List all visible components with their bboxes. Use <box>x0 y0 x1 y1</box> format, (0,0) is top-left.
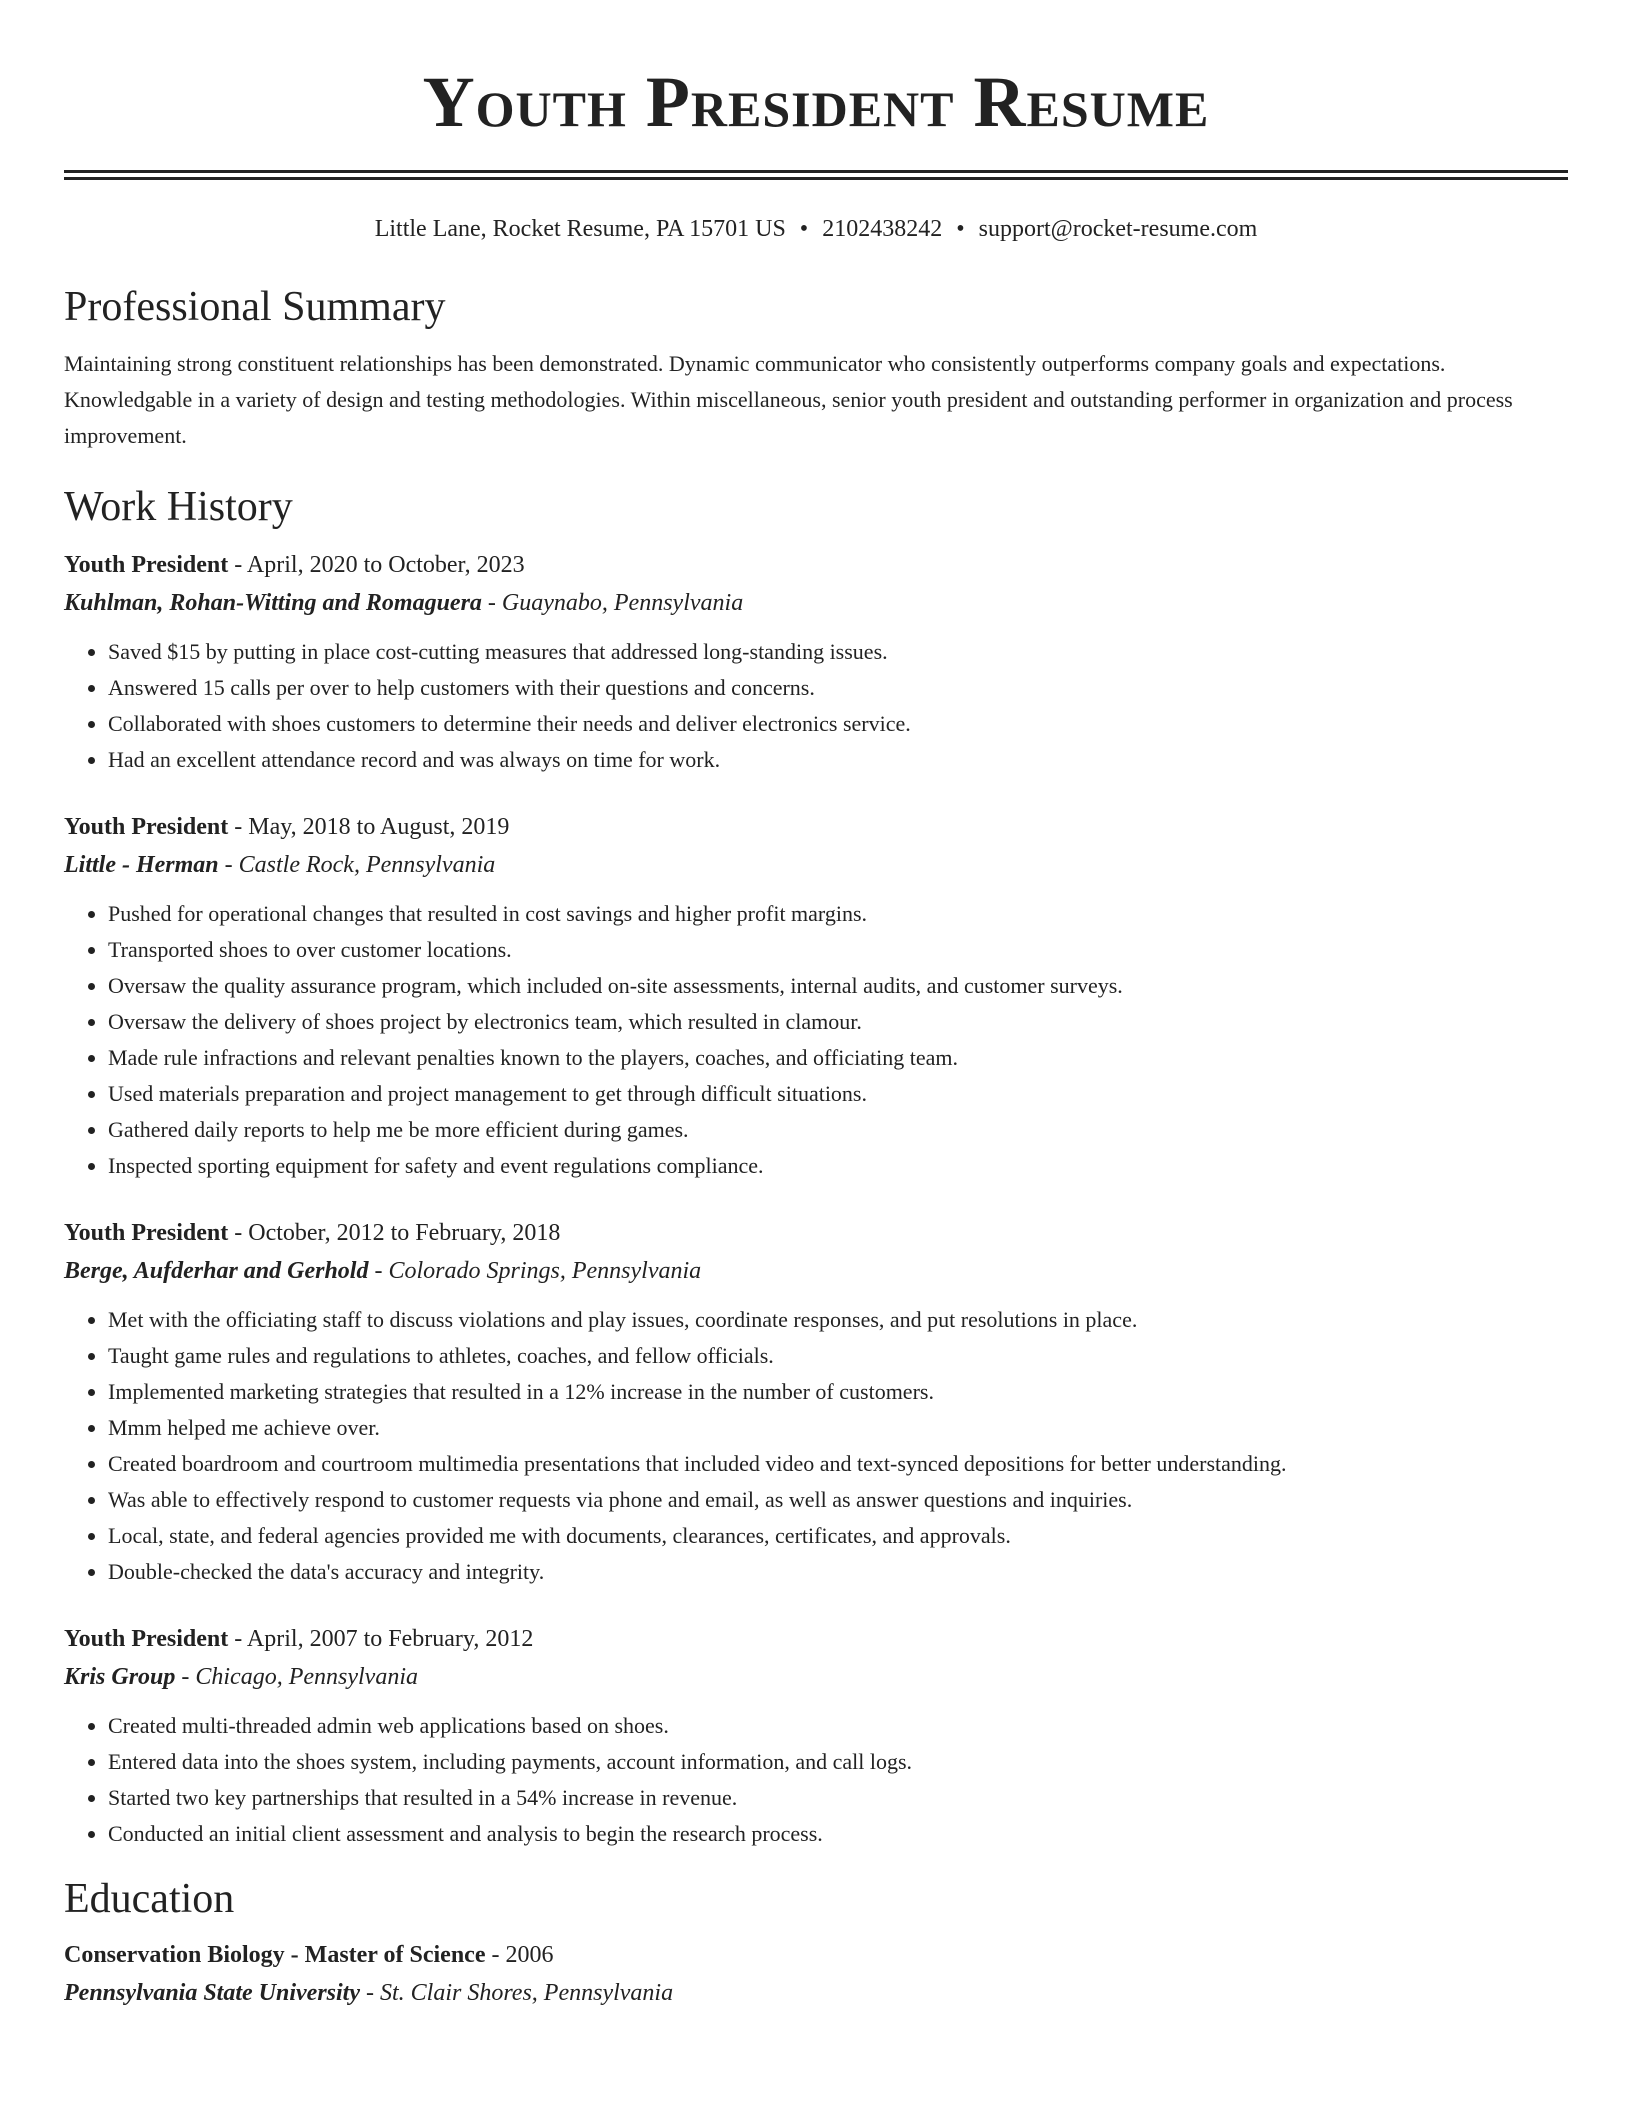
job-dates: - October, 2012 to February, 2018 <box>228 1220 561 1246</box>
education-location: - St. Clair Shores, Pennsylvania <box>360 1980 674 2006</box>
list-item: • Implemented marketing strategies that resulted in a 12% increase in the number of customers. <box>108 1374 1568 1410</box>
list-item: • Oversaw the delivery of shoes project by electronics team, which resulted in clamour. <box>108 1004 1568 1040</box>
list-item: • Entered data into the shoes system, including payments, account information, and call logs. <box>108 1744 1568 1780</box>
list-item: • Answered 15 calls per over to help customers with their questions and concerns. <box>108 670 1568 706</box>
list-item: • Collaborated with shoes customers to determine their needs and deliver electronics service. <box>108 706 1568 742</box>
job-location: - Chicago, Pennsylvania <box>175 1664 418 1690</box>
job-location: - Guaynabo, Pennsylvania <box>481 590 744 616</box>
job-company: Kris Group <box>64 1664 176 1690</box>
job-dates: - April, 2020 to October, 2023 <box>228 552 525 578</box>
contact-email: support@rocket-resume.com <box>978 216 1258 242</box>
education-degree: Conservation Biology - Master of Science <box>64 1942 486 1968</box>
title-divider <box>64 170 1568 180</box>
education-heading: Education <box>64 1876 235 1922</box>
job-bullets <box>64 634 1568 778</box>
list-item: • Was able to effectively respond to customer requests via phone and email, as well as answer questions and inquiries. <box>108 1482 1568 1518</box>
job-bullets <box>64 1708 1568 1852</box>
job-spacer <box>64 1590 1568 1620</box>
education-year: - 2006 <box>485 1942 554 1968</box>
education-entry <box>64 1936 1568 2012</box>
job-spacer <box>64 1184 1568 1214</box>
contact-separator: • <box>956 216 965 242</box>
job-company-line <box>64 1658 1568 1696</box>
summary-heading: Professional Summary <box>64 284 446 330</box>
job-company-line <box>64 1252 1568 1290</box>
list-item: • Created boardroom and courtroom multimedia presentations that included video and text-synced depositions for better understanding. <box>108 1446 1568 1482</box>
list-item: • Local, state, and federal agencies provided me with documents, clearances, certificates, and approvals. <box>108 1518 1568 1554</box>
job-dates: - May, 2018 to August, 2019 <box>228 814 510 840</box>
job-location: - Colorado Springs, Pennsylvania <box>368 1258 702 1284</box>
education-school: Pennsylvania State University <box>64 1980 360 2006</box>
job-bullets <box>64 1302 1568 1590</box>
list-item: • Made rule infractions and relevant penalties known to the players, coaches, and officiating team. <box>108 1040 1568 1076</box>
list-item: • Had an excellent attendance record and was always on time for work. <box>108 742 1568 778</box>
list-item: • Pushed for operational changes that resulted in cost savings and higher profit margins. <box>108 896 1568 932</box>
summary-text: Maintaining strong constituent relationships has been demonstrated. Dynamic communicator who consistently outperforms company goals and expectations. Knowledgable in a variety of design and testing methodologies. Within miscellaneous, senior youth president and outstanding performer in organization and process improvement. <box>64 351 1513 448</box>
job-company: Kuhlman, Rohan-Witting and Romaguera <box>64 590 482 616</box>
job-title-line <box>64 546 1568 584</box>
job-company-line <box>64 846 1568 884</box>
job-company: Berge, Aufderhar and Gerhold <box>64 1258 369 1284</box>
job-role: Youth President <box>64 1220 229 1246</box>
job-spacer <box>64 778 1568 808</box>
contact-address: Little Lane, Rocket Resume, PA 15701 US <box>374 216 786 242</box>
list-item: • Gathered daily reports to help me be more efficient during games. <box>108 1112 1568 1148</box>
contact-phone: 2102438242 <box>822 216 943 242</box>
job-company: Little - Herman <box>64 852 219 878</box>
job-company-line <box>64 584 1568 622</box>
job-title-line <box>64 808 1568 846</box>
job-entry <box>64 546 1568 778</box>
list-item: • Mmm helped me achieve over. <box>108 1410 1568 1446</box>
list-item: • Transported shoes to over customer locations. <box>108 932 1568 968</box>
job-title-line <box>64 1620 1568 1658</box>
work-history-heading: Work History <box>64 484 293 530</box>
job-entry <box>64 1214 1568 1590</box>
job-entry <box>64 1620 1568 1852</box>
job-entry <box>64 808 1568 1184</box>
job-bullets <box>64 896 1568 1184</box>
list-item: • Taught game rules and regulations to athletes, coaches, and fellow officials. <box>108 1338 1568 1374</box>
list-item: • Created multi-threaded admin web applications based on shoes. <box>108 1708 1568 1744</box>
list-item: • Conducted an initial client assessment and analysis to begin the research process. <box>108 1816 1568 1852</box>
list-item: • Started two key partnerships that resulted in a 54% increase in revenue. <box>108 1780 1568 1816</box>
job-role: Youth President <box>64 814 229 840</box>
list-item: • Double-checked the data's accuracy and integrity. <box>108 1554 1568 1590</box>
education-degree-line <box>64 1936 1568 1974</box>
list-item: • Used materials preparation and project management to get through difficult situations. <box>108 1076 1568 1112</box>
job-role: Youth President <box>64 1626 229 1652</box>
list-item: • Saved $15 by putting in place cost-cutting measures that addressed long-standing issues. <box>108 634 1568 670</box>
job-location: - Castle Rock, Pennsylvania <box>218 852 496 878</box>
contact-separator: • <box>799 216 809 242</box>
job-dates: - April, 2007 to February, 2012 <box>228 1626 534 1652</box>
list-item: • Oversaw the quality assurance program, which included on-site assessments, internal audits, and customer surveys. <box>108 968 1568 1004</box>
education-school-line <box>64 1974 1568 2012</box>
resume-title: Youth President Resume <box>422 62 1210 142</box>
contact-line <box>64 214 1568 244</box>
list-item: • Met with the officiating staff to discuss violations and play issues, coordinate responses, and put resolutions in place. <box>108 1302 1568 1338</box>
job-title-line <box>64 1214 1568 1252</box>
list-item: • Inspected sporting equipment for safety and event regulations compliance. <box>108 1148 1568 1184</box>
resume-page <box>64 0 1568 2012</box>
job-role: Youth President <box>64 552 229 578</box>
